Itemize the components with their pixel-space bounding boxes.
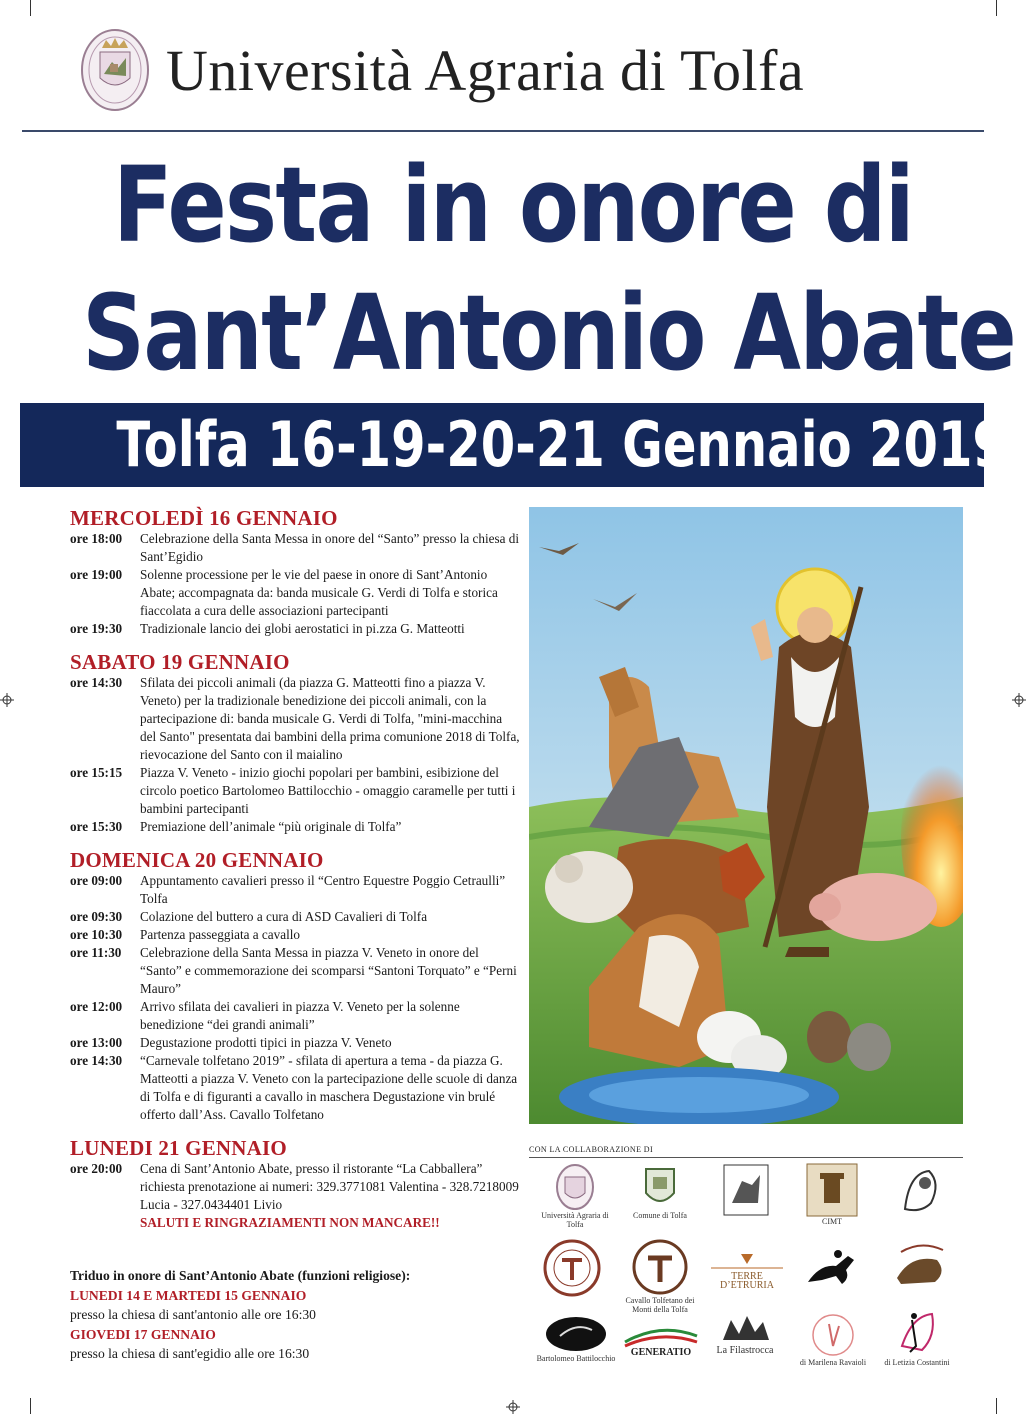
schedule-entry bbox=[70, 908, 520, 926]
header-divider bbox=[22, 130, 984, 132]
entry-time: ore 09:30 bbox=[70, 909, 123, 924]
entry-time: ore 18:00 bbox=[70, 531, 123, 546]
triduo-place-1: presso la chiesa di sant'antonio alle ore 16:30 bbox=[70, 1307, 316, 1322]
logo-performance-horse bbox=[890, 1238, 952, 1296]
logo-rider-silhouette bbox=[800, 1242, 864, 1292]
logo-la-filastrocca bbox=[710, 1310, 780, 1355]
date-banner-text: Tolfa 16-19-20-21 Gennaio 2019 bbox=[116, 408, 1007, 481]
triduo-block bbox=[70, 1266, 520, 1364]
schedule-entry bbox=[70, 872, 520, 908]
schedule-entry bbox=[70, 926, 520, 944]
schedule-entry bbox=[70, 530, 520, 566]
entry-description: Piazza V. Veneto - inizio giochi popolari per bambini, esibizione del circolo poetico Bartolomeo Battilocchio - omaggio caramelle per tutti i bambini partecipanti bbox=[140, 765, 516, 816]
schedule-entry bbox=[70, 1034, 520, 1052]
entry-description: Celebrazione della Santa Messa in piazza V. Veneto in onore del “Santo” e commemorazione dei scomparsi “Santoni Torquato” e “Perni Mauro” bbox=[140, 945, 517, 996]
schedule-entry bbox=[70, 620, 520, 638]
entry-time: ore 20:00 bbox=[70, 1161, 123, 1176]
collaboration-heading: CON LA COLLABORAZIONE DI bbox=[529, 1145, 654, 1154]
logo-generatio bbox=[618, 1322, 704, 1357]
crop-mark-bottom-right bbox=[996, 1398, 997, 1414]
page-title-line-2: Sant’Antonio Abate bbox=[82, 272, 1016, 394]
logo-label: GENERATIO bbox=[630, 1347, 692, 1358]
closing-note-row bbox=[70, 1214, 520, 1232]
registration-mark-right bbox=[1012, 693, 1026, 707]
logo-label: Università Agraria di Tolfa bbox=[541, 1211, 609, 1229]
entry-description: Appuntamento cavalieri presso il “Centro Equestre Poggio Cetraulli” Tolfa bbox=[140, 873, 506, 906]
triduo-title: Triduo in onore di Sant’Antonio Abate (funzioni religiose): bbox=[70, 1268, 411, 1283]
logo-cimt bbox=[804, 1163, 860, 1226]
logo-cavalieri bbox=[718, 1163, 774, 1217]
date-banner bbox=[20, 403, 1007, 487]
logo-danza-circle bbox=[892, 1163, 948, 1219]
schedule-entry bbox=[70, 818, 520, 836]
entry-time: ore 10:30 bbox=[70, 927, 123, 942]
logo-cavallo-tolfetano bbox=[622, 1238, 698, 1314]
logo-label: di Marilena Ravaioli bbox=[799, 1358, 867, 1367]
entry-time: ore 11:30 bbox=[70, 945, 122, 960]
entry-description: Cena di Sant’Antonio Abate, presso il ristorante “La Cabballera” richiesta prenotazione ai numeri: 329.3771081 Valentina - 328.7218009 Lucia - 327.0434401 Livio bbox=[140, 1161, 519, 1212]
entry-time: ore 12:00 bbox=[70, 999, 123, 1014]
entry-description: Sfilata dei piccoli animali (da piazza G. Matteotti fino a piazza V. Veneto) per la tradizionale benedizione dei piccoli animali, con la partecipazione di: banda musicale G. Verdi di Tolfa, "mini-macchina del Santo" presentata dai bambini della prima comunione 2018 di Tolfa, rievocazione del Santo con il maialino bbox=[140, 675, 520, 762]
logo-comune-di-tolfa bbox=[628, 1163, 692, 1220]
entry-description: Colazione del buttero a cura di ASD Cavalieri di Tolfa bbox=[140, 909, 428, 924]
day-block bbox=[70, 848, 520, 1124]
logo-label: di Letizia Costantini bbox=[884, 1358, 950, 1367]
day-block bbox=[70, 650, 520, 836]
schedule-entry bbox=[70, 998, 520, 1034]
logo-circolo-poetico bbox=[536, 1314, 616, 1363]
entry-time: ore 19:30 bbox=[70, 621, 123, 636]
entry-description: Partenza passeggiata a cavallo bbox=[140, 927, 301, 942]
day-title: MERCOLEDÌ 16 GENNAIO bbox=[70, 506, 338, 530]
crop-mark-top-right bbox=[996, 0, 997, 16]
entry-time: ore 09:00 bbox=[70, 873, 123, 888]
schedule-entry bbox=[70, 1160, 520, 1214]
logo-label: Cavallo Tolfetano dei Monti della Tolfa bbox=[625, 1296, 695, 1314]
schedule-entry bbox=[70, 764, 520, 818]
logo-universita-agraria bbox=[540, 1163, 610, 1229]
entry-time: ore 14:30 bbox=[70, 1053, 123, 1068]
entry-time: ore 15:15 bbox=[70, 765, 123, 780]
schedule-entry bbox=[70, 674, 520, 764]
triduo-dates-1: LUNEDI 14 E MARTEDI 15 GENNAIO bbox=[70, 1287, 307, 1303]
registration-mark-left bbox=[0, 693, 14, 707]
organization-name: Università Agraria di Tolfa bbox=[166, 38, 805, 103]
entry-description: Degustazione prodotti tipici in piazza V. Veneto bbox=[140, 1035, 392, 1050]
entry-time: ore 14:30 bbox=[70, 675, 123, 690]
entry-description: Tradizionale lancio dei globi aerostatici in pi.zza G. Matteotti bbox=[140, 621, 465, 636]
logo-label: Comune di Tolfa bbox=[633, 1211, 687, 1220]
triduo-place-2: presso la chiesa di sant'egidio alle ore 16:30 bbox=[70, 1346, 310, 1361]
schedule-entry bbox=[70, 1052, 520, 1124]
logo-label: La Filastrocca bbox=[716, 1345, 774, 1356]
collaboration-divider bbox=[529, 1157, 963, 1158]
day-title: DOMENICA 20 GENNAIO bbox=[70, 848, 324, 872]
crop-mark-bottom-left bbox=[30, 1398, 31, 1414]
schedule-entry bbox=[70, 566, 520, 620]
entry-description: Solenne processione per le vie del paese in onore di Sant’Antonio Abate; accompagnata da: banda musicale G. Verdi di Tolfa e storica fiaccolata a cura delle associazioni partecipanti bbox=[140, 567, 498, 618]
day-block bbox=[70, 1136, 520, 1232]
crest-logo bbox=[80, 28, 150, 112]
entry-description: “Carnevale tolfetano 2019” - sfilata di apertura a tema - da piazza G. Matteotti a piazza V. Veneto con la partecipazione delle scuole di danza di Tolfa e di figuranti a cavallo in maschera Degustazione vin brulé offerto dall’Ass. Cavallo Tolfetano bbox=[140, 1053, 518, 1122]
logo-terre-d-etruria bbox=[704, 1250, 790, 1290]
logo-label: Bartolomeo Battilocchio bbox=[536, 1354, 616, 1363]
day-block bbox=[70, 506, 520, 638]
closing-note: SALUTI E RINGRAZIAMENTI NON MANCARE!! bbox=[140, 1215, 440, 1230]
day-title: LUNEDI 21 GENNAIO bbox=[70, 1136, 287, 1160]
logo-centro-studi-danza bbox=[878, 1306, 956, 1367]
entry-time: ore 13:00 bbox=[70, 1035, 123, 1050]
logo-associazione-cavallo bbox=[540, 1238, 604, 1298]
registration-mark-bottom bbox=[506, 1400, 520, 1414]
crop-mark-top-left bbox=[30, 0, 31, 16]
day-title: SABATO 19 GENNAIO bbox=[70, 650, 290, 674]
logo-label: CIMT bbox=[822, 1217, 842, 1226]
page-title-line-1: Festa in onore di bbox=[113, 144, 913, 266]
entry-description: Premiazione dell’animale “più originale di Tolfa” bbox=[140, 819, 402, 834]
triduo-dates-2: GIOVEDI 17 GENNAIO bbox=[70, 1326, 216, 1342]
entry-description: Arrivo sfilata dei cavalieri in piazza V. Veneto per la solenne benedizione “dei grandi animali” bbox=[140, 999, 460, 1032]
schedule-entry bbox=[70, 944, 520, 998]
entry-description: Celebrazione della Santa Messa in onore del “Santo” presso la chiesa di Sant’Egidio bbox=[140, 531, 520, 564]
saint-anthony-painting bbox=[529, 507, 963, 1124]
program-schedule bbox=[70, 506, 520, 1244]
entry-time: ore 19:00 bbox=[70, 567, 123, 582]
entry-time: ore 15:30 bbox=[70, 819, 123, 834]
logo-label: TERRE D’ETRURIA bbox=[720, 1271, 774, 1291]
logo-centro-artistico-balletto bbox=[796, 1312, 870, 1367]
